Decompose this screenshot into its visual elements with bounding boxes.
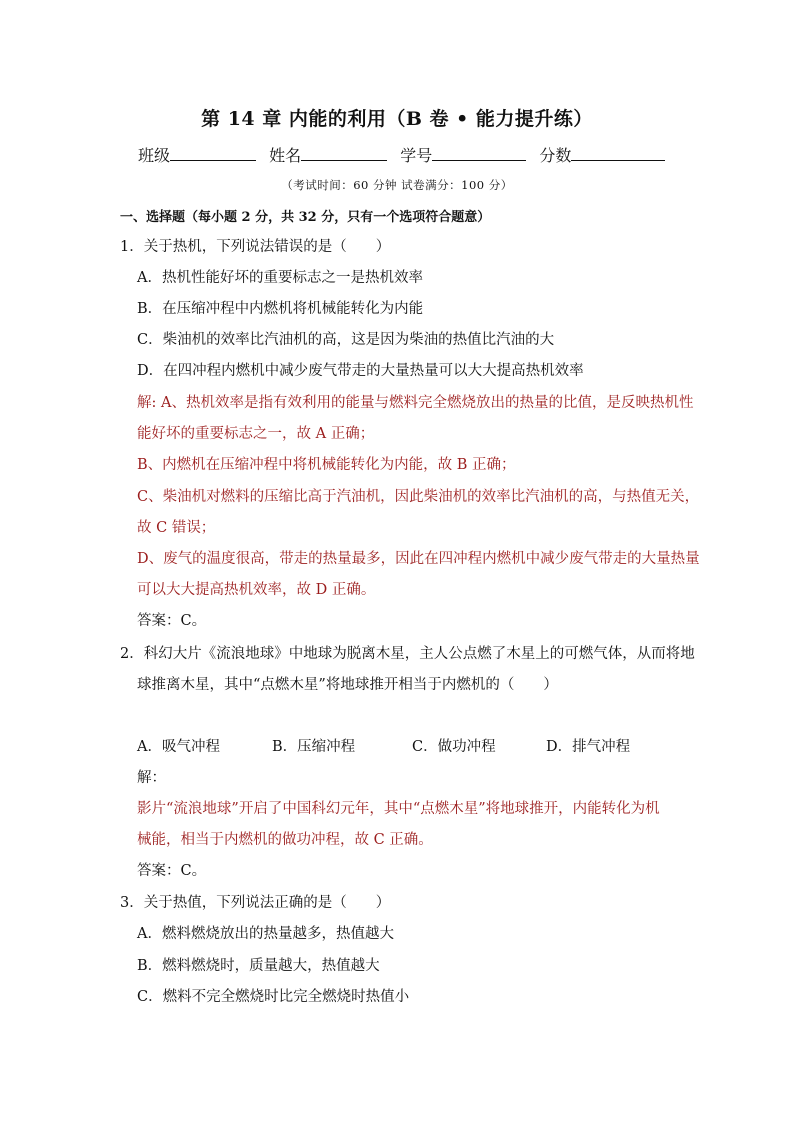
q1-explanation-line: 可以大大提高热机效率，故 D 正确。 (137, 582, 376, 598)
q2-option-a: A．吸气冲程 (137, 739, 220, 755)
q2-options-row (137, 738, 630, 756)
q3-option-b: B．燃料燃烧时，质量越大，热值越大 (137, 958, 380, 974)
q2-option-c: C．做功冲程 (412, 739, 496, 755)
q1-explanation-line: 能好坏的重要标志之一，故 A 正确； (137, 426, 375, 442)
q1-option-b: B．在压缩冲程中内燃机将机械能转化为内能 (137, 301, 424, 317)
name-label: 姓名 (269, 146, 302, 165)
q2-explanation-line: 影片“流浪地球”开启了中国科幻元年，其中“点燃木星”将地球推开，内能转化为机 (137, 801, 660, 817)
page-title: 第 14 章 内能的利用（B 卷 • 能力提升练） (201, 108, 593, 130)
q2-option-b: B．压缩冲程 (272, 739, 356, 755)
q1-option-c: C．柴油机的效率比汽油机的高，这是因为柴油的热值比汽油的大 (137, 332, 555, 348)
q3-option-c: C．燃料不完全燃烧时比完全燃烧时热值小 (137, 989, 410, 1005)
q3-option-a: A．燃料燃烧放出的热量越多，热值越大 (137, 926, 394, 942)
q2-explanation-line: 械能，相当于内燃机的做功冲程，故 C 正确。 (137, 832, 433, 848)
student-info-row (138, 143, 665, 166)
q1-explanation-line: B、内燃机在压缩冲程中将机械能转化为内能，故 B 正确； (137, 457, 516, 473)
score-blank (571, 146, 665, 161)
q1-explanation-line: D、废气的温度很高，带走的热量最多，因此在四冲程内燃机中减少废气带走的大量热量 (137, 551, 700, 567)
score-label: 分数 (539, 146, 572, 165)
class-blank (170, 146, 256, 161)
q2-explanation-label: 解： (137, 770, 166, 786)
q1-explanation-line: 故 C 错误； (137, 520, 216, 536)
class-label: 班级 (138, 146, 171, 165)
q1-answer: 答案：C。 (137, 613, 207, 629)
q2-stem-line: 球推离木星，其中“点燃木星”将地球推开相当于内燃机的（ ） (137, 677, 558, 693)
q2-stem-line: 2．科幻大片《流浪地球》中地球为脱离木星，主人公点燃了木星上的可燃气体，从而将地 (120, 646, 695, 662)
q1-stem: 1．关于热机，下列说法错误的是（ ） (120, 239, 391, 255)
name-blank (301, 146, 387, 161)
q2-option-d: D．排气冲程 (546, 739, 631, 755)
q1-explanation-line: C、柴油机对燃料的压缩比高于汽油机，因此柴油机的效率比汽油机的高，与热值无关， (137, 489, 700, 505)
section-heading: 一、选择题（每小题 2 分，共 32 分，只有一个选项符合题意） (120, 210, 491, 225)
exam-meta: （考试时间：60 分钟 试卷满分：100 分） (281, 178, 513, 192)
q3-stem: 3．关于热值，下列说法正确的是（ ） (120, 895, 391, 911)
q1-option-a: A．热机性能好坏的重要标志之一是热机效率 (137, 270, 423, 286)
id-label: 学号 (400, 146, 433, 165)
q1-explanation-line: 解: A、热机效率是指有效利用的能量与燃料完全燃烧放出的热量的比值，是反映热机性 (137, 395, 694, 411)
q2-answer: 答案：C。 (137, 863, 207, 879)
q1-option-d: D．在四冲程内燃机中减少废气带走的大量热量可以大大提高热机效率 (137, 363, 584, 379)
id-blank (432, 146, 526, 161)
